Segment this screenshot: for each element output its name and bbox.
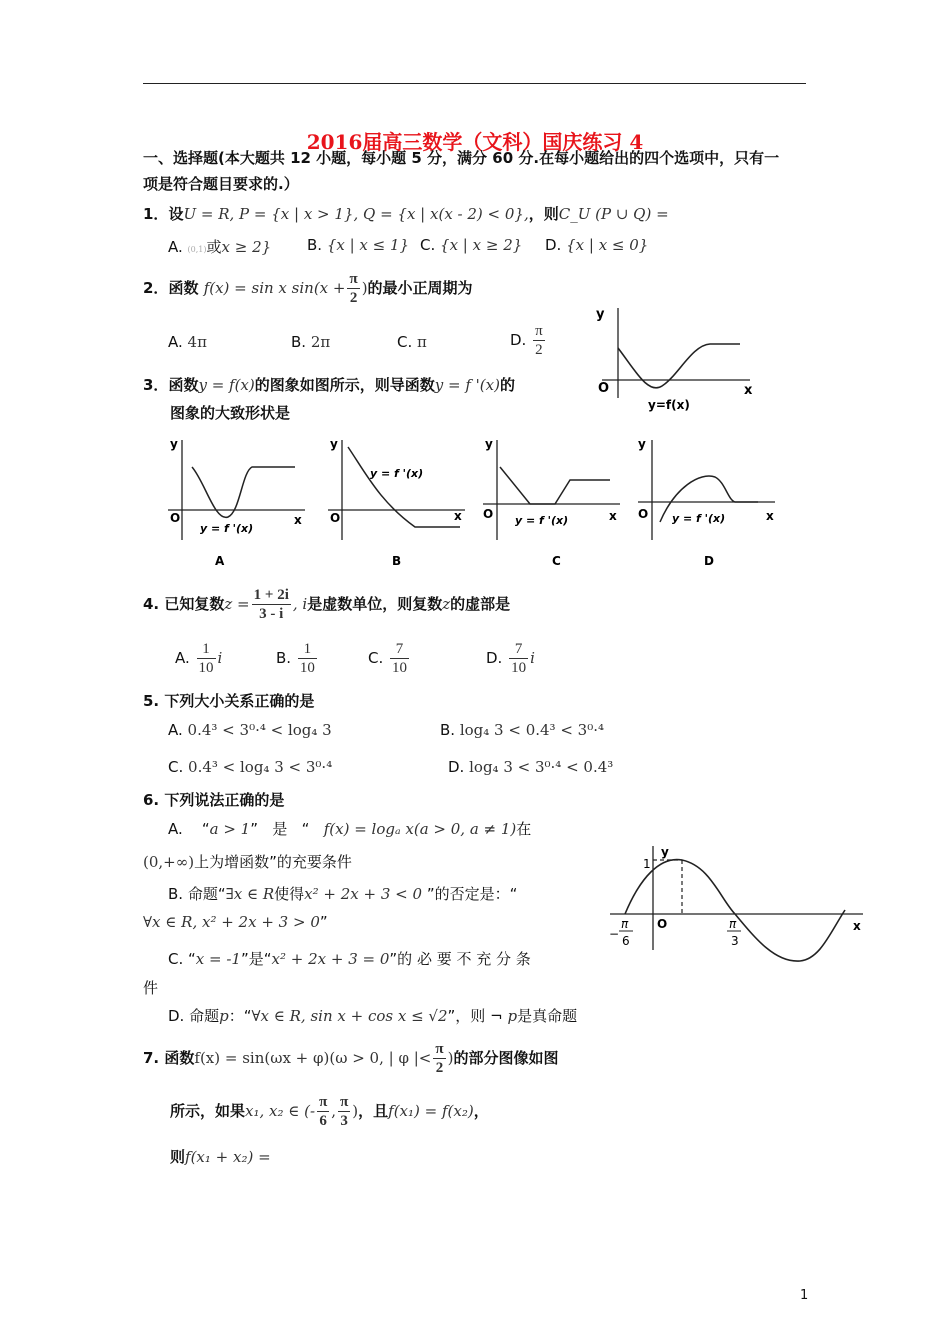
choice-b-o: O — [330, 511, 341, 525]
choice-d-caption: y = f '(x) — [672, 512, 726, 525]
q6-c1: C. “ — [168, 950, 196, 968]
q2-option-a — [168, 333, 207, 351]
choice-a-o: O — [170, 511, 181, 525]
q5-option-b-label: B. — [440, 721, 456, 739]
q6-text: 下列说法正确的是 — [164, 791, 285, 809]
sine-pi-right: π — [729, 917, 737, 931]
q5-option-a — [168, 721, 332, 739]
q4-option-b — [276, 640, 319, 677]
sine-y-label: y — [661, 845, 669, 859]
q3-math2: y = f '(x) — [434, 376, 500, 394]
q2-option-b — [291, 333, 330, 351]
choice-b-caption: y = f '(x) — [370, 467, 424, 480]
q6-d-mid: ：“ — [228, 1007, 252, 1025]
q3-graph-y-label: y — [596, 307, 605, 322]
q6-b2-math: ∀x ∈ R, x² + 2x + 3 > 0 — [143, 913, 320, 931]
choice-b-curve — [348, 447, 460, 527]
q4-option-c-label: C. — [368, 649, 384, 667]
q3-graph-origin: O — [598, 381, 610, 396]
q3-stem-line2: 图象的大致形状是 — [170, 404, 291, 422]
q7-l2-frac2-num: π — [340, 1094, 349, 1110]
q5-option-c-text: 0.4³ < log₄ 3 < 3⁰·⁴ — [188, 758, 333, 776]
q4-math2: , i — [292, 595, 308, 613]
q5-text: 下列大小关系正确的是 — [164, 692, 315, 710]
sine-one-label: 1 — [643, 857, 651, 871]
q4-option-c-num: 7 — [390, 640, 409, 659]
q4-option-a-den: 10 — [198, 660, 214, 676]
choice-b-letter: B — [392, 554, 402, 568]
choice-d-letter: D — [704, 554, 714, 568]
q2-math: f(x) = sin x sin(x + — [203, 279, 346, 297]
choice-d-o: O — [638, 507, 649, 521]
q4-option-a-label: A. — [175, 649, 190, 667]
q7-l3-math: f(x₁ + x₂) = — [185, 1148, 271, 1166]
q3-tail: 的 — [499, 376, 515, 394]
q4-option-b-fraction — [298, 640, 317, 677]
q1-option-b-label: B. — [307, 236, 323, 254]
q6-a-math2: f(x) = logₐ x(a > 0, a ≠ 1) — [323, 820, 517, 838]
q5-option-c — [168, 758, 332, 776]
q2-option-d-fraction — [533, 322, 545, 359]
q1-option-a — [168, 236, 271, 257]
q7-sine-graph — [605, 838, 865, 970]
q5-option-b-text: log₄ 3 < 0.4³ < 3⁰·⁴ — [459, 721, 605, 739]
q6-d-p2: p — [507, 1007, 518, 1025]
q4-option-a-fraction — [197, 640, 216, 677]
q6-a-quote-open2: “ — [301, 820, 310, 838]
choice-b-x: x — [454, 509, 462, 523]
q4-mid: 是虚数单位，则复数 — [307, 595, 443, 613]
header-rule — [143, 83, 806, 84]
q3-stem — [143, 374, 515, 395]
q3-choice-d-graph — [630, 432, 780, 572]
q2-option-c — [397, 333, 427, 351]
q1-option-b — [307, 236, 409, 254]
q3-graph-curve — [618, 344, 740, 388]
section-heading-line2: 项是符合题目要求的.） — [143, 175, 299, 193]
q4-option-c-den: 10 — [392, 660, 408, 676]
q6-a2-math: (0,+∞) — [143, 853, 195, 871]
q4-option-c-fraction — [390, 640, 409, 677]
q2-option-d-label: D. — [510, 331, 527, 349]
q7-l2-frac1-den: 6 — [319, 1113, 327, 1129]
q4-option-c — [368, 640, 411, 677]
q5-stem — [143, 690, 314, 711]
q6-b1-math: ∃x ∈ R — [225, 885, 275, 903]
sine-three: 3 — [731, 934, 739, 948]
q6-b2-tail: ” — [319, 913, 328, 931]
q1-option-c-label: C. — [420, 236, 436, 254]
q7-close: ) — [447, 1049, 454, 1067]
q6-d-tail: ”，则 — [447, 1007, 486, 1025]
q6-option-b-line1 — [168, 883, 517, 904]
q2-option-d-num: π — [535, 323, 543, 339]
q6-b1: B. 命题“ — [168, 885, 226, 903]
q2-lead: 函数 — [168, 279, 199, 297]
q2-stem — [143, 270, 473, 307]
q4-option-a-num: 1 — [197, 640, 216, 659]
q7-number: 7. — [143, 1049, 160, 1067]
q1-option-a-mid: 或 — [206, 238, 222, 256]
q5-option-d-label: D. — [448, 758, 465, 776]
q7-l2-frac1-num: π — [319, 1094, 328, 1110]
q6-a-is: 是 — [272, 820, 288, 838]
q2-close: ) — [361, 279, 368, 297]
q4-option-d-fraction — [509, 640, 528, 677]
q1-option-d — [545, 236, 648, 254]
q6-option-a-line1 — [168, 818, 531, 839]
choice-a-y: y — [170, 437, 178, 451]
q6-number: 6. — [143, 791, 160, 809]
sine-neg-sign: − — [609, 927, 620, 941]
q5-option-d — [448, 758, 613, 776]
q3-choice-b-graph — [320, 432, 470, 572]
q1-option-c — [420, 236, 522, 254]
q3-graph-caption: y=f(x) — [648, 398, 690, 412]
q4-frac-num: 1 + 2i — [253, 587, 289, 603]
q6-c1-math2: x² + 2x + 3 = 0 — [271, 950, 390, 968]
q1-tail: ，则 — [528, 205, 559, 223]
q3-mid: 的图象如图所示，则导函数 — [254, 376, 435, 394]
q1-number: 1． — [143, 205, 169, 223]
q6-c1-math: x = -1 — [195, 950, 241, 968]
q7-l2-close: ) — [352, 1102, 359, 1120]
q2-number: 2． — [143, 279, 169, 297]
q6-stem — [143, 789, 284, 810]
page-title: 2016届高三数学（文科）国庆练习 4 — [306, 130, 644, 154]
q3-math: y = f(x) — [198, 376, 255, 394]
q1-stem — [143, 203, 669, 224]
choice-c-y: y — [485, 437, 493, 451]
q2-option-b-label: B. — [291, 333, 307, 351]
q2-fraction — [347, 270, 359, 307]
q6-option-d — [168, 1005, 577, 1026]
q6-c1-tail: ”的 必 要 不 充 分 条 — [389, 950, 531, 968]
q7-l2-end: ， — [473, 1102, 489, 1120]
q5-option-a-text: 0.4³ < 3⁰·⁴ < log₄ 3 — [187, 721, 332, 739]
q6-d-label: D. 命题 — [168, 1007, 220, 1025]
choice-c-letter: C — [552, 554, 561, 568]
q7-stem — [143, 1040, 558, 1077]
choice-a-x: x — [294, 513, 302, 527]
q6-option-b-line2 — [143, 913, 328, 931]
q4-option-d-label: D. — [486, 649, 503, 667]
q1-option-a-text: (0,1) — [187, 245, 207, 254]
q4-tail: 的虚部是 — [450, 595, 511, 613]
q5-number: 5. — [143, 692, 160, 710]
q4-option-b-label: B. — [276, 649, 292, 667]
sine-origin: O — [657, 917, 668, 931]
choice-c-curve — [500, 467, 610, 504]
q6-c1-mid: ”是“ — [240, 950, 272, 968]
q5-option-b — [440, 721, 604, 739]
section-heading-line1: 一、选择题(本大题共 12 小题，每小题 5 分，满分 60 分.在每小题给出的四个选项中，只有一 — [143, 149, 780, 167]
q4-fraction — [252, 586, 291, 623]
q3-lead: 函数 — [168, 376, 199, 394]
q1-option-d-text: {x | x ≤ 0} — [566, 236, 649, 254]
q6-b1-math2: x² + 2x + 3 < 0 — [304, 885, 423, 903]
q3-choice-a-graph — [160, 432, 310, 572]
q2-tail: 的最小正周期为 — [367, 279, 473, 297]
q5-option-a-label: A. — [168, 721, 183, 739]
page-number: 1 — [800, 1288, 809, 1303]
q6-d-end: 是真命题 — [517, 1007, 578, 1025]
q7-line3 — [170, 1146, 271, 1167]
q1-lead: 设 — [168, 205, 184, 223]
q4-option-d-suffix: i — [530, 649, 535, 667]
q6-option-a-line2 — [143, 851, 352, 872]
choice-a-letter: A — [215, 554, 225, 568]
q6-d-math: ∀x ∈ R, sin x + cos x ≤ √2 — [251, 1007, 448, 1025]
q3-original-graph — [590, 300, 770, 415]
q2-option-a-label: A. — [168, 333, 183, 351]
q4-option-b-den: 10 — [299, 660, 315, 676]
q4-option-d-num: 7 — [509, 640, 528, 659]
q2-frac-num: π — [349, 271, 358, 287]
q1-math2: C_U (P ∪ Q) = — [558, 205, 669, 223]
q7-l2-lead: 所示，如果 — [170, 1102, 246, 1120]
q7-l2-math: x₁, x₂ ∈ (- — [245, 1102, 316, 1120]
q5-option-d-text: log₄ 3 < 3⁰·⁴ < 0.4³ — [469, 758, 614, 776]
q6-d-p: p — [219, 1007, 229, 1025]
q4-lead: 已知复数 — [164, 595, 225, 613]
q4-frac-den: 3 - i — [259, 606, 284, 622]
q3-choice-c-graph — [475, 432, 625, 572]
q6-a-label: A. — [168, 820, 183, 838]
q4-option-a — [175, 640, 222, 677]
q6-b1-tail: ”的否定是：“ — [426, 885, 518, 903]
q6-a-quote-open: “ — [201, 820, 210, 838]
q6-b1-mid: 使得 — [274, 885, 305, 903]
q2-option-d-den: 2 — [535, 342, 543, 358]
q5-option-c-label: C. — [168, 758, 184, 776]
q7-fraction — [433, 1040, 445, 1077]
q4-stem — [143, 586, 510, 623]
q1-option-d-label: D. — [545, 236, 562, 254]
choice-a-caption: y = f '(x) — [200, 522, 254, 535]
q2-option-c-text: π — [417, 333, 427, 351]
q1-math: U = R, P = {x | x > 1}, Q = {x | x(x - 2) < 0}, — [183, 205, 529, 223]
choice-c-x: x — [609, 509, 617, 523]
q4-option-d-den: 10 — [511, 660, 527, 676]
q7-frac-num: π — [435, 1041, 444, 1057]
q2-option-a-text: 4π — [187, 333, 207, 351]
q6-a2-tail: 上为增函数”的充要条件 — [194, 853, 352, 871]
choice-d-y: y — [638, 437, 646, 451]
q2-frac-den: 2 — [349, 290, 358, 306]
q2-option-c-label: C. — [397, 333, 413, 351]
q6-a-tail: 在 — [516, 820, 532, 838]
q7-line2 — [170, 1093, 489, 1130]
q6-d-neg: ¬ — [490, 1007, 503, 1025]
q6-option-c-line1 — [168, 948, 531, 969]
q6-option-c-line2: 件 — [143, 979, 159, 997]
q4-option-d — [486, 640, 535, 677]
q7-l2-comma: , — [331, 1102, 337, 1120]
sine-pi-left: π — [621, 917, 629, 931]
choice-c-caption: y = f '(x) — [515, 514, 569, 527]
q7-frac-den: 2 — [435, 1060, 444, 1076]
choice-c-o: O — [483, 507, 494, 521]
q3-graph-x-label: x — [744, 383, 753, 398]
q4-option-a-suffix: i — [217, 649, 223, 667]
q7-tail: 的部分图像如图 — [453, 1049, 559, 1067]
q3-number: 3． — [143, 376, 169, 394]
sine-six: 6 — [622, 934, 630, 948]
q1-option-a-label: A. — [168, 238, 183, 256]
choice-b-y: y — [330, 437, 338, 451]
q7-l3-lead: 则 — [170, 1148, 186, 1166]
choice-d-x: x — [766, 509, 774, 523]
q6-a-math: a > 1 — [209, 820, 251, 838]
q1-option-a-text2: x ≥ 2} — [221, 238, 272, 256]
q2-option-d — [510, 322, 547, 359]
q6-a-quote-close: ” — [250, 820, 258, 838]
q4-math: z = — [224, 595, 250, 613]
q7-l2-mid: ，且 — [358, 1102, 389, 1120]
sine-x-label: x — [853, 919, 861, 933]
q7-l2-frac2 — [338, 1093, 350, 1130]
q7-l2-math2: f(x₁) = f(x₂) — [388, 1102, 474, 1120]
q2-option-b-text: 2π — [310, 333, 331, 351]
q1-option-b-text: {x | x ≤ 1} — [326, 236, 410, 254]
q7-l2-frac2-den: 3 — [340, 1113, 348, 1129]
q4-math3: z — [442, 595, 451, 613]
q7-math: f(x) = sin(ωx + φ)(ω > 0, | φ |< — [194, 1049, 432, 1067]
q4-option-b-num: 1 — [298, 640, 317, 659]
q4-number: 4. — [143, 595, 160, 613]
q7-l2-frac1 — [317, 1093, 329, 1130]
q1-option-c-text: {x | x ≥ 2} — [440, 236, 523, 254]
q7-lead: 函数 — [164, 1049, 195, 1067]
